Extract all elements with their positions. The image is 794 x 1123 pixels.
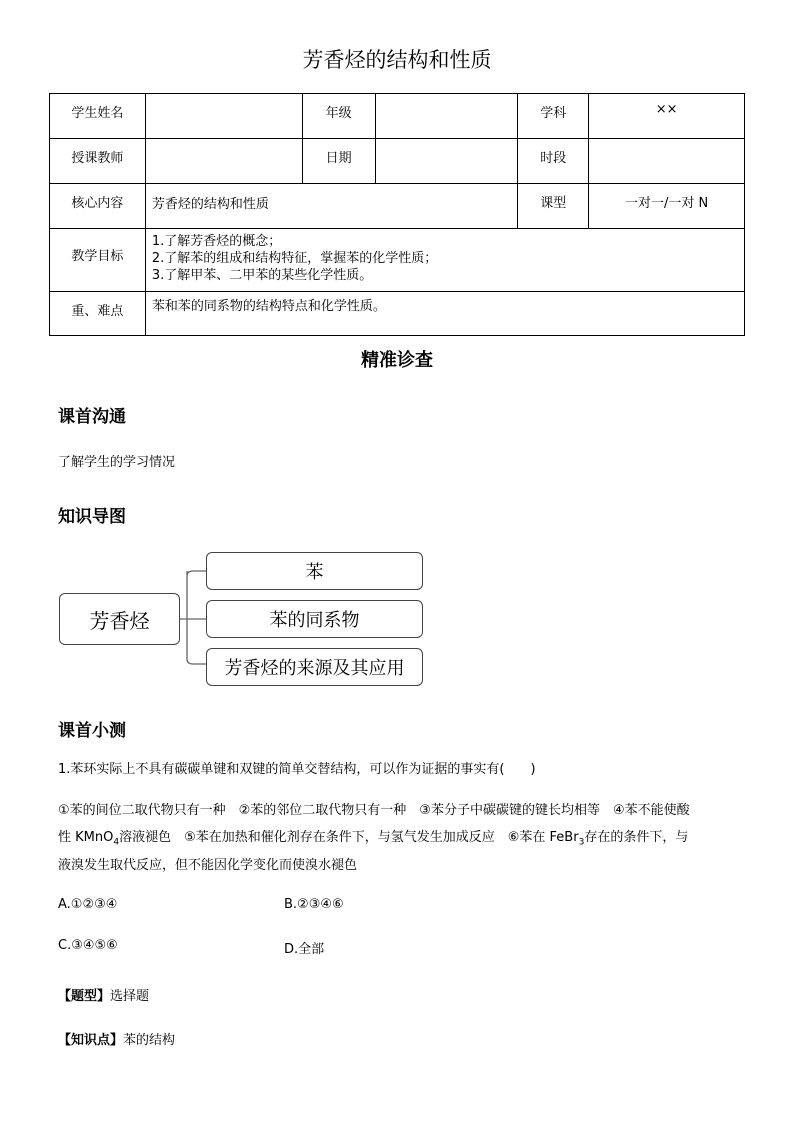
map-branch-label: 苯的同系物 xyxy=(269,610,360,631)
subscript: 4 xyxy=(113,837,120,848)
quiz-question: 1.苯环实际上不具有碳碳单键和双键的简单交替结构，可以作为证据的事实有( ) xyxy=(58,762,536,777)
knowledge-map-heading: 知识导图 xyxy=(58,507,126,527)
diagnosis-heading: 精准诊查 xyxy=(361,350,433,371)
communication-heading: 课首沟通 xyxy=(58,407,126,427)
goal-item: 1.了解芳香烃的概念； xyxy=(151,234,282,249)
grade-label: 年级 xyxy=(302,94,375,139)
knowledge-point-tag: 【知识点】 xyxy=(58,1033,124,1048)
core-content-value: 芳香烃的结构和性质 xyxy=(145,184,517,229)
date-label: 日期 xyxy=(302,139,375,184)
question-type-line xyxy=(58,985,149,1004)
map-branch-label: 芳香烃的来源及其应用 xyxy=(224,658,405,679)
map-root-node xyxy=(59,593,180,645)
goals-label: 教学目标 xyxy=(50,229,146,292)
goal-item: 2.了解苯的组成和结构特征，掌握苯的化学性质； xyxy=(151,251,438,266)
question-type-value: 选择题 xyxy=(110,989,150,1004)
statement-text: 存在的条件下，与 xyxy=(584,830,689,845)
subject-label: 学科 xyxy=(518,94,589,139)
period-label: 时段 xyxy=(518,139,589,184)
map-branch-benzene xyxy=(206,552,423,590)
knowledge-point-value: 苯的结构 xyxy=(123,1033,176,1048)
core-content-label: 核心内容 xyxy=(50,184,146,229)
map-root-label: 芳香烃 xyxy=(89,608,150,633)
lesson-type-label: 课型 xyxy=(518,184,589,229)
map-branch-sources xyxy=(206,648,423,686)
statement-text: 溶液褪色 ⑤苯在加热和催化剂存在条件下，与氢气发生加成反应 ⑥苯在 FeBr xyxy=(119,830,579,845)
map-branch-homologs xyxy=(206,600,423,638)
quiz-heading: 课首小测 xyxy=(58,721,126,741)
key-points-value: 苯和苯的同系物的结构特点和化学性质。 xyxy=(145,292,744,336)
option-d[interactable]: D.全部 xyxy=(284,942,325,957)
map-branch-label: 苯 xyxy=(305,562,324,583)
subject-value: ×× xyxy=(589,94,745,139)
option-b[interactable]: B.②③④⑥ xyxy=(284,897,344,912)
student-name-label: 学生姓名 xyxy=(50,94,146,139)
quiz-statements-line-1: ①苯的间位二取代物只有一种 ②苯的邻位二取代物只有一种 ③苯分子中碳碳键的键长均相等 ④苯不能使酸 xyxy=(58,803,690,818)
lesson-type-value: 一对一/一对 N xyxy=(589,184,745,229)
question-type-tag: 【题型】 xyxy=(58,989,111,1004)
quiz-statements-line-3: 液溴发生取代反应，但不能因化学变化而使溴水褪色 xyxy=(58,858,358,873)
page-title: 芳香烃的结构和性质 xyxy=(302,48,492,72)
goal-item: 3.了解甲苯、二甲苯的某些化学性质。 xyxy=(151,268,373,283)
subscript: 3 xyxy=(578,837,585,848)
key-points-label: 重、难点 xyxy=(50,292,146,336)
option-c[interactable]: C.③④⑤⑥ xyxy=(58,938,118,953)
teacher-label: 授课教师 xyxy=(50,139,146,184)
option-a[interactable]: A.①②③④ xyxy=(58,897,118,912)
statement-text: 性 KMnO xyxy=(58,830,114,845)
communication-text: 了解学生的学习情况 xyxy=(58,455,176,470)
knowledge-point-line xyxy=(58,1029,175,1048)
